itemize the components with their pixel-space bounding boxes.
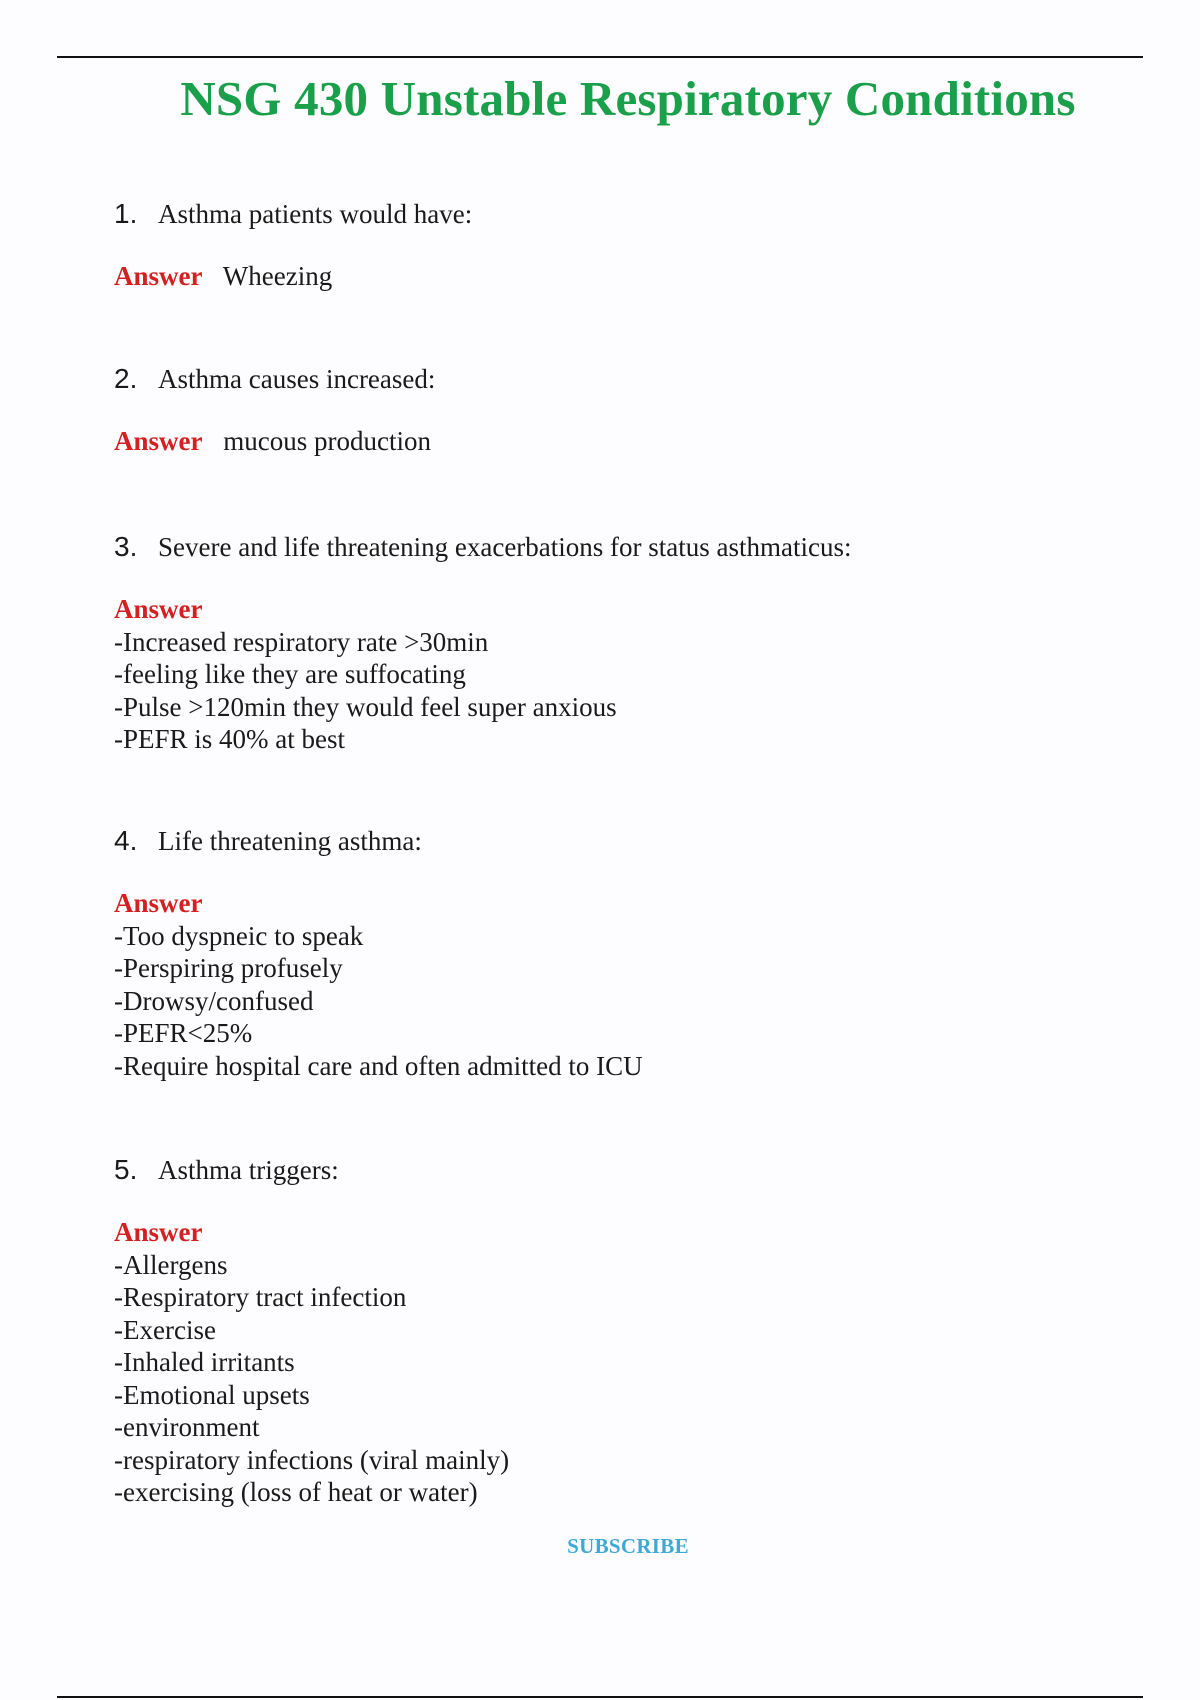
answer-line: -environment bbox=[114, 1412, 260, 1442]
question-number: 5. bbox=[114, 1154, 138, 1185]
question-item bbox=[114, 1152, 509, 1509]
question-item bbox=[114, 529, 852, 756]
answer-line: -Inhaled irritants bbox=[114, 1347, 295, 1377]
answer-line: -Drowsy/confused bbox=[114, 985, 314, 1016]
subscribe-link[interactable]: SUBSCRIBE bbox=[567, 1534, 689, 1558]
answer-line: -Require hospital care and often admitted to ICU bbox=[114, 1050, 643, 1081]
document-title: NSG 430 Unstable Respiratory Conditions bbox=[180, 71, 1076, 126]
answer-text: mucous production bbox=[223, 426, 431, 456]
question-number: 1. bbox=[114, 198, 138, 229]
question-heading bbox=[114, 196, 472, 232]
question-text: Asthma triggers: bbox=[158, 1155, 339, 1185]
question-item bbox=[114, 196, 472, 293]
question-text: Asthma causes increased: bbox=[158, 364, 436, 394]
top-divider bbox=[57, 56, 1143, 58]
answer-block bbox=[114, 260, 472, 293]
answer-line: -Pulse >120min they would feel super anxious bbox=[114, 691, 617, 722]
answer-line: -PEFR is 40% at best bbox=[114, 724, 346, 754]
question-number: 2. bbox=[114, 363, 138, 394]
answer-block bbox=[114, 593, 852, 756]
question-heading bbox=[114, 823, 643, 859]
bottom-divider bbox=[57, 1696, 1143, 1698]
answer-line: -PEFR<25% bbox=[114, 1018, 253, 1048]
answer-block bbox=[114, 1216, 509, 1509]
question-text: Asthma patients would have: bbox=[158, 199, 473, 229]
answer-block bbox=[114, 425, 435, 458]
answer-line: -Exercise bbox=[114, 1314, 216, 1345]
question-heading bbox=[114, 361, 435, 397]
answer-label: Answer bbox=[114, 888, 203, 918]
answer-line: -respiratory infections (viral mainly) bbox=[114, 1444, 510, 1475]
question-number: 3. bbox=[114, 531, 138, 562]
answer-line: -Emotional upsets bbox=[114, 1379, 310, 1410]
answer-line: -exercising (loss of heat or water) bbox=[114, 1477, 478, 1507]
answer-line: -Respiratory tract infection bbox=[114, 1282, 407, 1312]
question-heading bbox=[114, 1152, 509, 1188]
answer-line: -Too dyspneic to speak bbox=[114, 920, 364, 951]
answer-label: Answer bbox=[114, 261, 203, 291]
answer-label: Answer bbox=[114, 594, 203, 624]
answer-label: Answer bbox=[114, 426, 203, 456]
question-item bbox=[114, 823, 643, 1082]
question-text: Life threatening asthma: bbox=[158, 826, 422, 856]
answer-line: -Perspiring profusely bbox=[114, 953, 343, 983]
question-number: 4. bbox=[114, 825, 138, 856]
question-item bbox=[114, 361, 435, 458]
question-heading bbox=[114, 529, 852, 565]
answer-line: -Increased respiratory rate >30min bbox=[114, 626, 489, 657]
question-text: Severe and life threatening exacerbations for status asthmaticus: bbox=[158, 532, 852, 562]
answer-line: -Allergens bbox=[114, 1249, 228, 1280]
answer-text: Wheezing bbox=[222, 261, 333, 291]
answer-label: Answer bbox=[114, 1217, 203, 1247]
answer-block bbox=[114, 887, 643, 1082]
answer-line: -feeling like they are suffocating bbox=[114, 659, 466, 689]
